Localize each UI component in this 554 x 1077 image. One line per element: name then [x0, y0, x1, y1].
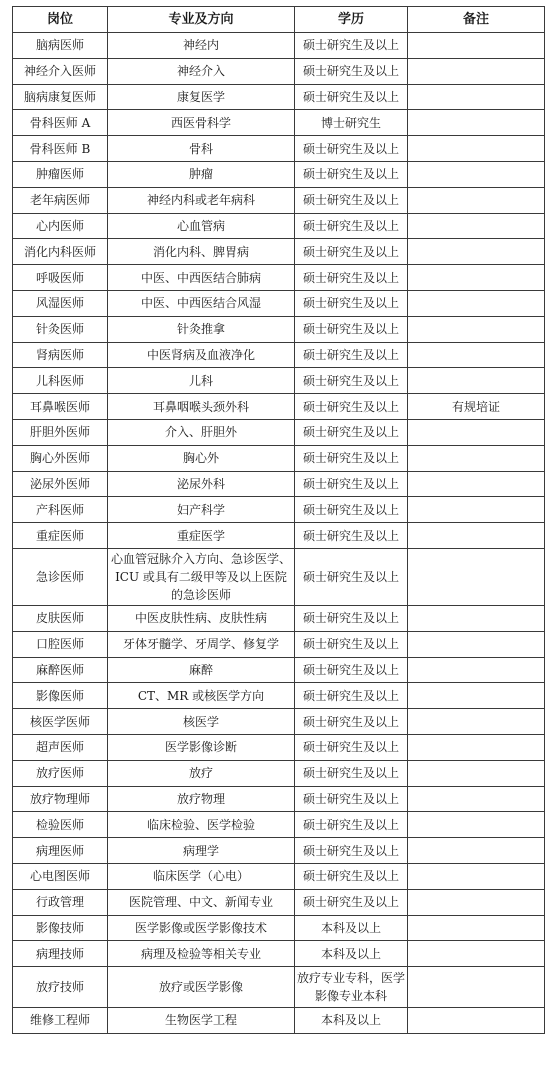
cell-education: 硕士研究生及以上: [295, 786, 408, 812]
cell-education: 本科及以上: [295, 915, 408, 941]
cell-education: 本科及以上: [295, 1008, 408, 1034]
cell-post: 神经介入医师: [13, 58, 108, 84]
cell-post: 放疗技师: [13, 967, 108, 1008]
cell-major: 病理学: [108, 838, 295, 864]
cell-note: [408, 110, 545, 136]
cell-post: 心电图医师: [13, 863, 108, 889]
cell-note: [408, 58, 545, 84]
cell-major: 临床医学（心电）: [108, 863, 295, 889]
cell-major: 心血管冠脉介入方向、急诊医学、ICU 或具有二级甲等及以上医院的急诊医师: [108, 548, 295, 605]
cell-post: 急诊医师: [13, 548, 108, 605]
table-row: [13, 84, 545, 110]
table-row: [13, 548, 545, 605]
cell-major: 核医学: [108, 709, 295, 735]
cell-post: 放疗医师: [13, 760, 108, 786]
cell-note: [408, 863, 545, 889]
cell-major: 神经介入: [108, 58, 295, 84]
cell-education: 硕士研究生及以上: [295, 419, 408, 445]
cell-post: 风湿医师: [13, 290, 108, 316]
cell-major: 耳鼻咽喉头颈外科: [108, 394, 295, 420]
cell-note: [408, 419, 545, 445]
cell-major: 神经内科或老年病科: [108, 187, 295, 213]
cell-major: 西医骨科学: [108, 110, 295, 136]
cell-major: 胸心外: [108, 445, 295, 471]
table-row: [13, 394, 545, 420]
cell-post: 呼吸医师: [13, 265, 108, 291]
cell-major: 放疗: [108, 760, 295, 786]
table-row: [13, 683, 545, 709]
cell-note: [408, 213, 545, 239]
cell-note: [408, 84, 545, 110]
cell-post: 肝胆外医师: [13, 419, 108, 445]
cell-post: 检验医师: [13, 812, 108, 838]
cell-major: CT、MR 或核医学方向: [108, 683, 295, 709]
cell-post: 皮肤医师: [13, 605, 108, 631]
cell-post: 耳鼻喉医师: [13, 394, 108, 420]
cell-major: 中医皮肤性病、皮肤性病: [108, 605, 295, 631]
cell-major: 放疗物理: [108, 786, 295, 812]
table-row: [13, 709, 545, 735]
cell-major: 神经内: [108, 33, 295, 59]
table-row: [13, 786, 545, 812]
table-row: [13, 631, 545, 657]
cell-major: 肿瘤: [108, 161, 295, 187]
cell-education: 硕士研究生及以上: [295, 136, 408, 162]
cell-education: 硕士研究生及以上: [295, 523, 408, 549]
cell-note: [408, 838, 545, 864]
table-row: [13, 445, 545, 471]
cell-note: [408, 709, 545, 735]
cell-education: 硕士研究生及以上: [295, 316, 408, 342]
cell-post: 病理技师: [13, 941, 108, 967]
cell-major: 临床检验、医学检验: [108, 812, 295, 838]
cell-education: 硕士研究生及以上: [295, 734, 408, 760]
cell-post: 肾病医师: [13, 342, 108, 368]
table-row: [13, 812, 545, 838]
table-row: [13, 915, 545, 941]
cell-education: 硕士研究生及以上: [295, 760, 408, 786]
cell-note: [408, 786, 545, 812]
table-row: [13, 1008, 545, 1034]
cell-education: 本科及以上: [295, 941, 408, 967]
cell-education: 硕士研究生及以上: [295, 58, 408, 84]
cell-major: 重症医学: [108, 523, 295, 549]
cell-education: 硕士研究生及以上: [295, 838, 408, 864]
cell-education: 硕士研究生及以上: [295, 239, 408, 265]
cell-major: 牙体牙髓学、牙周学、修复学: [108, 631, 295, 657]
cell-note: [408, 523, 545, 549]
table-row: [13, 863, 545, 889]
cell-major: 儿科: [108, 368, 295, 394]
cell-note: [408, 136, 545, 162]
table-row: [13, 419, 545, 445]
cell-note: [408, 605, 545, 631]
cell-note: [408, 316, 545, 342]
cell-note: [408, 471, 545, 497]
cell-post: 影像医师: [13, 683, 108, 709]
cell-major: 医学影像诊断: [108, 734, 295, 760]
cell-major: 介入、肝胆外: [108, 419, 295, 445]
cell-education: 硕士研究生及以上: [295, 33, 408, 59]
cell-education: 硕士研究生及以上: [295, 657, 408, 683]
cell-major: 医学影像或医学影像技术: [108, 915, 295, 941]
cell-post: 心内医师: [13, 213, 108, 239]
table-row: [13, 471, 545, 497]
cell-major: 中医、中西医结合肺病: [108, 265, 295, 291]
cell-note: [408, 631, 545, 657]
cell-post: 维修工程师: [13, 1008, 108, 1034]
table-row: [13, 342, 545, 368]
cell-education: 硕士研究生及以上: [295, 812, 408, 838]
cell-note: [408, 889, 545, 915]
cell-post: 超声医师: [13, 734, 108, 760]
table-row: [13, 33, 545, 59]
cell-education: 硕士研究生及以上: [295, 497, 408, 523]
table-row: [13, 523, 545, 549]
cell-post: 脑病医师: [13, 33, 108, 59]
table-row: [13, 760, 545, 786]
cell-note: [408, 161, 545, 187]
cell-post: 行政管理: [13, 889, 108, 915]
cell-note: [408, 368, 545, 394]
cell-major: 生物医学工程: [108, 1008, 295, 1034]
cell-note: [408, 265, 545, 291]
cell-post: 针灸医师: [13, 316, 108, 342]
cell-education: 硕士研究生及以上: [295, 445, 408, 471]
header-education: 学历: [295, 7, 408, 33]
cell-major: 医院管理、中文、新闻专业: [108, 889, 295, 915]
cell-education: 硕士研究生及以上: [295, 161, 408, 187]
cell-education: 硕士研究生及以上: [295, 342, 408, 368]
cell-note: [408, 187, 545, 213]
cell-major: 病理及检验等相关专业: [108, 941, 295, 967]
cell-post: 放疗物理师: [13, 786, 108, 812]
table-row: [13, 838, 545, 864]
table-row: [13, 161, 545, 187]
header-major: 专业及方向: [108, 7, 295, 33]
recruitment-table: [12, 6, 545, 1034]
table-row: [13, 213, 545, 239]
table-row: [13, 136, 545, 162]
cell-major: 消化内科、脾胃病: [108, 239, 295, 265]
table-row: [13, 316, 545, 342]
table-row: [13, 734, 545, 760]
table-header-row: [13, 7, 545, 33]
table-body: [13, 33, 545, 1034]
cell-major: 康复医学: [108, 84, 295, 110]
cell-note: [408, 915, 545, 941]
cell-education: 硕士研究生及以上: [295, 548, 408, 605]
cell-education: 硕士研究生及以上: [295, 368, 408, 394]
cell-post: 病理医师: [13, 838, 108, 864]
cell-post: 骨科医师 A: [13, 110, 108, 136]
cell-education: 硕士研究生及以上: [295, 605, 408, 631]
table-row: [13, 967, 545, 1008]
cell-post: 肿瘤医师: [13, 161, 108, 187]
cell-post: 消化内科医师: [13, 239, 108, 265]
cell-education: 放疗专业专科，医学影像专业本科: [295, 967, 408, 1008]
cell-note: [408, 812, 545, 838]
cell-post: 产科医师: [13, 497, 108, 523]
cell-major: 中医肾病及血液净化: [108, 342, 295, 368]
table-row: [13, 605, 545, 631]
cell-post: 骨科医师 B: [13, 136, 108, 162]
cell-note: [408, 33, 545, 59]
table-row: [13, 187, 545, 213]
cell-post: 口腔医师: [13, 631, 108, 657]
cell-note: [408, 967, 545, 1008]
cell-note: [408, 941, 545, 967]
table-row: [13, 265, 545, 291]
cell-major: 泌尿外科: [108, 471, 295, 497]
cell-note: 有规培证: [408, 394, 545, 420]
cell-note: [408, 239, 545, 265]
cell-post: 老年病医师: [13, 187, 108, 213]
cell-post: 脑病康复医师: [13, 84, 108, 110]
table-row: [13, 239, 545, 265]
cell-major: 麻醉: [108, 657, 295, 683]
cell-education: 硕士研究生及以上: [295, 471, 408, 497]
table-row: [13, 110, 545, 136]
cell-note: [408, 657, 545, 683]
cell-post: 胸心外医师: [13, 445, 108, 471]
cell-post: 重症医师: [13, 523, 108, 549]
cell-note: [408, 683, 545, 709]
cell-education: 硕士研究生及以上: [295, 709, 408, 735]
cell-education: 硕士研究生及以上: [295, 889, 408, 915]
cell-education: 硕士研究生及以上: [295, 863, 408, 889]
table-row: [13, 58, 545, 84]
table-row: [13, 290, 545, 316]
table-row: [13, 657, 545, 683]
cell-education: 硕士研究生及以上: [295, 290, 408, 316]
cell-major: 针灸推拿: [108, 316, 295, 342]
cell-note: [408, 445, 545, 471]
cell-note: [408, 1008, 545, 1034]
cell-note: [408, 734, 545, 760]
cell-major: 心血管病: [108, 213, 295, 239]
cell-education: 硕士研究生及以上: [295, 683, 408, 709]
cell-major: 放疗或医学影像: [108, 967, 295, 1008]
table-row: [13, 889, 545, 915]
cell-note: [408, 760, 545, 786]
cell-post: 泌尿外医师: [13, 471, 108, 497]
cell-note: [408, 548, 545, 605]
cell-education: 硕士研究生及以上: [295, 213, 408, 239]
table-row: [13, 941, 545, 967]
header-post: 岗位: [13, 7, 108, 33]
table-row: [13, 368, 545, 394]
cell-education: 硕士研究生及以上: [295, 84, 408, 110]
table-row: [13, 497, 545, 523]
cell-major: 骨科: [108, 136, 295, 162]
cell-education: 硕士研究生及以上: [295, 394, 408, 420]
cell-post: 核医学医师: [13, 709, 108, 735]
cell-education: 硕士研究生及以上: [295, 631, 408, 657]
cell-note: [408, 497, 545, 523]
cell-major: 妇产科学: [108, 497, 295, 523]
cell-education: 硕士研究生及以上: [295, 265, 408, 291]
cell-post: 影像技师: [13, 915, 108, 941]
cell-education: 硕士研究生及以上: [295, 187, 408, 213]
cell-post: 儿科医师: [13, 368, 108, 394]
cell-major: 中医、中西医结合风湿: [108, 290, 295, 316]
cell-education: 博士研究生: [295, 110, 408, 136]
cell-post: 麻醉医师: [13, 657, 108, 683]
header-note: 备注: [408, 7, 545, 33]
cell-note: [408, 342, 545, 368]
cell-note: [408, 290, 545, 316]
